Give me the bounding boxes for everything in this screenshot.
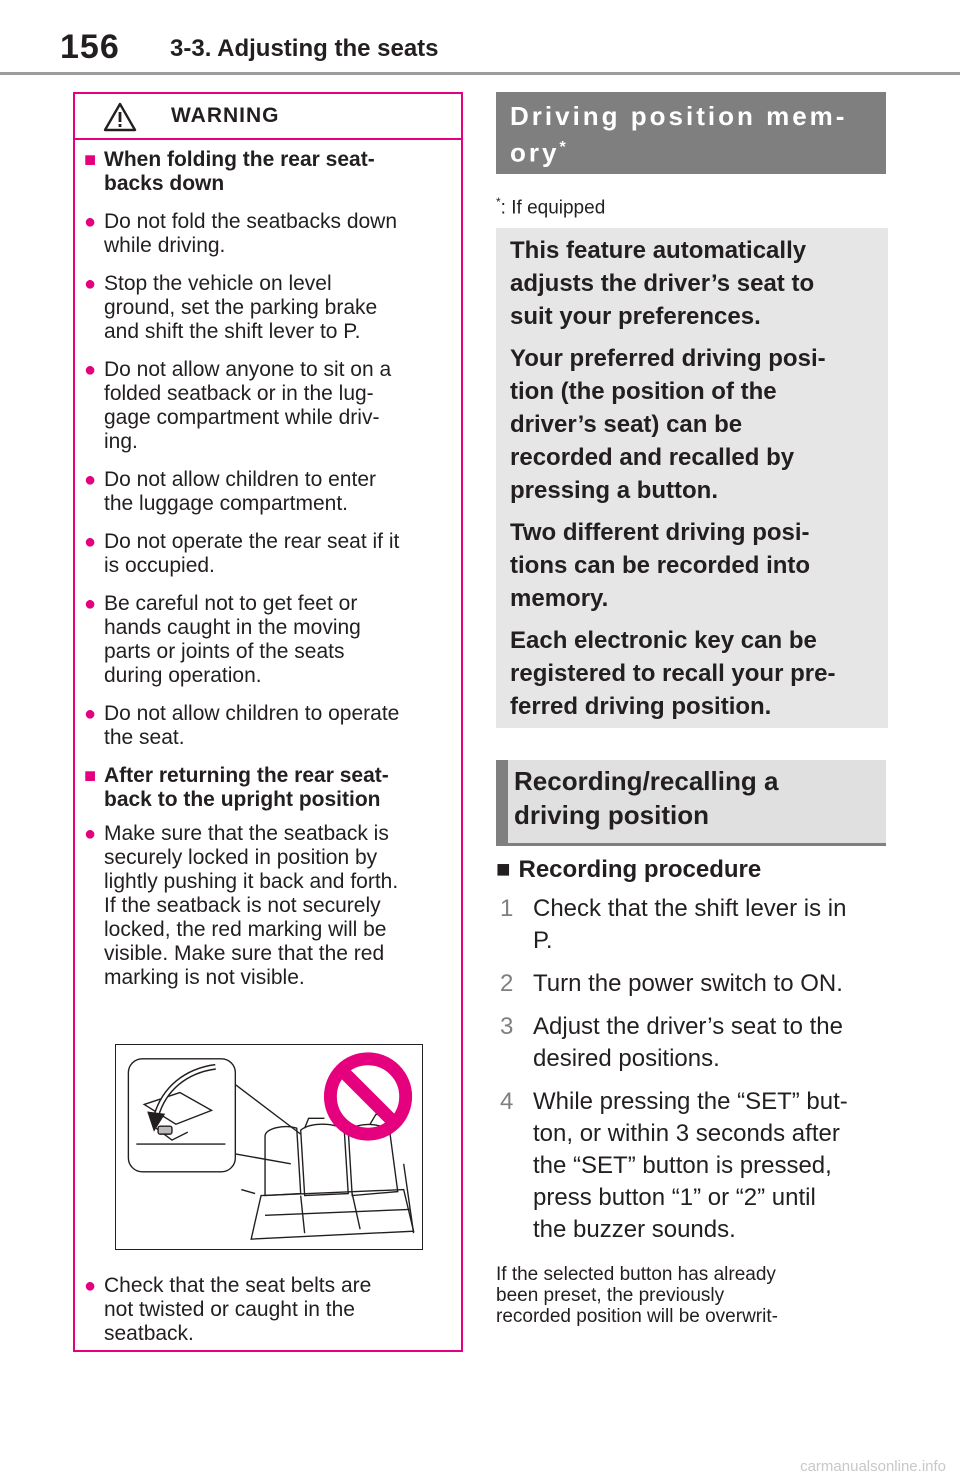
- circle-bullet-icon: ●: [84, 1275, 97, 1297]
- warning-triangle-icon: [103, 102, 137, 132]
- square-bullet-icon: ■: [84, 765, 97, 787]
- recording-steps: [496, 893, 896, 1257]
- text-line: Do not operate the rear seat if it: [104, 530, 400, 553]
- text-line: the buzzer sounds.: [533, 1216, 736, 1243]
- prohibition-icon: [330, 1059, 405, 1134]
- procedure-step: [496, 893, 896, 957]
- summary-paragraph: [510, 234, 878, 333]
- text-line: Do not allow children to enter: [104, 468, 376, 491]
- feature-summary-box: [496, 228, 888, 728]
- warning-bullet: [75, 1274, 461, 1346]
- circle-bullet-icon: ●: [84, 273, 97, 295]
- text-line: back to the upright position: [104, 788, 381, 811]
- warning-list: [75, 138, 461, 990]
- text-line: Do not allow anyone to sit on a: [104, 358, 392, 381]
- text-line: ground, set the parking brake: [104, 296, 378, 319]
- text-line: registered to recall your pre-: [510, 660, 836, 687]
- summary-paragraph: [510, 342, 878, 507]
- text-line: ton, or within 3 seconds after: [533, 1120, 840, 1147]
- text-line: backs down: [104, 172, 225, 195]
- step-number: 4: [500, 1088, 514, 1115]
- circle-bullet-icon: ●: [84, 823, 97, 845]
- text-line: This feature automatically: [510, 237, 807, 264]
- text-line: parts or joints of the seats: [104, 640, 345, 663]
- recording-recalling-heading: [496, 760, 886, 846]
- text-line: suit your preferences.: [510, 303, 761, 330]
- text-line: tion (the position of the: [510, 378, 777, 405]
- warning-subheading: [75, 764, 461, 812]
- text-line: If the seatback is not securely: [104, 894, 381, 917]
- text-line: Your preferred driving posi-: [510, 345, 826, 372]
- text-line: the luggage compartment.: [104, 492, 348, 515]
- text-line: recorded and recalled by: [510, 444, 795, 471]
- text-line: locked, the red marking will be: [104, 918, 387, 941]
- text-line: securely locked in position by: [104, 846, 378, 869]
- text-line: tions can be recorded into: [510, 552, 811, 579]
- driving-position-memory-heading: [496, 92, 886, 174]
- procedure-title-text: Recording procedure: [518, 856, 762, 883]
- text-line: marking is not visible.: [104, 966, 305, 989]
- text-line: pressing a button.: [510, 477, 719, 504]
- warning-list-end: [75, 1274, 461, 1346]
- summary-paragraph: [510, 516, 878, 615]
- if-equipped-footnote: [496, 195, 605, 219]
- heading-asterisk: *: [559, 139, 566, 156]
- text-line: P.: [533, 927, 553, 954]
- text-line: memory.: [510, 585, 609, 612]
- watermark: carmanualsonline.info: [800, 1458, 946, 1475]
- square-bullet-icon: ■: [84, 149, 97, 171]
- text-line: Check that the shift lever is in: [533, 895, 847, 922]
- overwrite-note: [496, 1264, 876, 1327]
- text-line: Stop the vehicle on level: [104, 272, 332, 295]
- warning-bullet: [75, 468, 461, 516]
- text-line: Do not fold the seatbacks down: [104, 210, 398, 233]
- warning-bullet: [75, 592, 461, 688]
- text-line: While pressing the “SET” but-: [533, 1088, 848, 1115]
- warning-box: [73, 92, 463, 1352]
- text-line: visible. Make sure that the red: [104, 942, 385, 965]
- text-line: gage compartment while driv-: [104, 406, 380, 429]
- text-line: Turn the power switch to ON.: [533, 970, 843, 997]
- text-line: folded seatback or in the lug-: [104, 382, 374, 405]
- page-number: 156: [60, 28, 120, 66]
- text-line: adjusts the driver’s seat to: [510, 270, 815, 297]
- text-line: Make sure that the seatback is: [104, 822, 389, 845]
- text-line: Each electronic key can be: [510, 627, 817, 654]
- footnote-mark: *: [496, 195, 501, 209]
- text-line: desired positions.: [533, 1045, 720, 1072]
- text-line: while driving.: [104, 234, 226, 257]
- text-line: not twisted or caught in the: [104, 1298, 355, 1321]
- text-line: After returning the rear seat-: [104, 764, 389, 787]
- warning-subheading: [75, 148, 461, 196]
- rear-seat-illustration: [115, 1044, 423, 1250]
- warning-bullet: [75, 358, 461, 454]
- recording-heading-line-1: Recording/recalling a: [514, 766, 779, 796]
- circle-bullet-icon: ●: [84, 531, 97, 553]
- text-line: lightly pushing it back and forth.: [104, 870, 399, 893]
- square-bullet-icon: ■: [496, 856, 511, 883]
- step-number: 3: [500, 1013, 514, 1040]
- text-line: the seat.: [104, 726, 185, 749]
- page-header: [0, 0, 960, 76]
- text-line: Two different driving posi-: [510, 519, 810, 546]
- warning-bullet: [75, 272, 461, 344]
- circle-bullet-icon: ●: [84, 359, 97, 381]
- circle-bullet-icon: ●: [84, 593, 97, 615]
- text-line: the “SET” button is pressed,: [533, 1152, 832, 1179]
- recording-procedure-title: [496, 856, 761, 884]
- warning-header: [75, 94, 461, 140]
- circle-bullet-icon: ●: [84, 469, 97, 491]
- text-line: If the selected button has already: [496, 1264, 776, 1285]
- text-line: When folding the rear seat-: [104, 148, 375, 171]
- text-line: Be careful not to get feet or: [104, 592, 358, 615]
- heading-line-2: ory: [510, 137, 560, 168]
- heading-line-1: Driving position mem-: [510, 101, 848, 131]
- circle-bullet-icon: ●: [84, 211, 97, 233]
- header-divider: [0, 72, 960, 75]
- warning-label: WARNING: [171, 104, 280, 127]
- text-line: been preset, the previously: [496, 1285, 725, 1306]
- step-number: 2: [500, 970, 514, 997]
- procedure-step: [496, 968, 896, 1000]
- text-line: ferred driving position.: [510, 693, 772, 720]
- warning-bullet: [75, 702, 461, 750]
- procedure-step: [496, 1011, 896, 1075]
- text-line: Do not allow children to operate: [104, 702, 400, 725]
- text-line: ing.: [104, 430, 138, 453]
- warning-bullet: [75, 530, 461, 578]
- section-title: 3-3. Adjusting the seats: [170, 35, 439, 62]
- recording-heading-line-2: driving position: [514, 800, 709, 830]
- warning-bullet: [75, 210, 461, 258]
- warning-bullet: [75, 822, 461, 990]
- step-number: 1: [500, 895, 514, 922]
- text-line: is occupied.: [104, 554, 215, 577]
- text-line: hands caught in the moving: [104, 616, 361, 639]
- circle-bullet-icon: ●: [84, 703, 97, 725]
- text-line: press button “1” or “2” until: [533, 1184, 816, 1211]
- footnote-text: : If equipped: [500, 197, 606, 219]
- procedure-step: [496, 1086, 896, 1246]
- text-line: seatback.: [104, 1322, 194, 1345]
- text-line: driver’s seat) can be: [510, 411, 743, 438]
- text-line: recorded position will be overwrit-: [496, 1306, 778, 1327]
- text-line: Check that the seat belts are: [104, 1274, 372, 1297]
- summary-paragraph: [510, 624, 878, 723]
- text-line: Adjust the driver’s seat to the: [533, 1013, 843, 1040]
- heading-accent-bar: [496, 760, 508, 843]
- text-line: during operation.: [104, 664, 262, 687]
- text-line: and shift the shift lever to P.: [104, 320, 361, 343]
